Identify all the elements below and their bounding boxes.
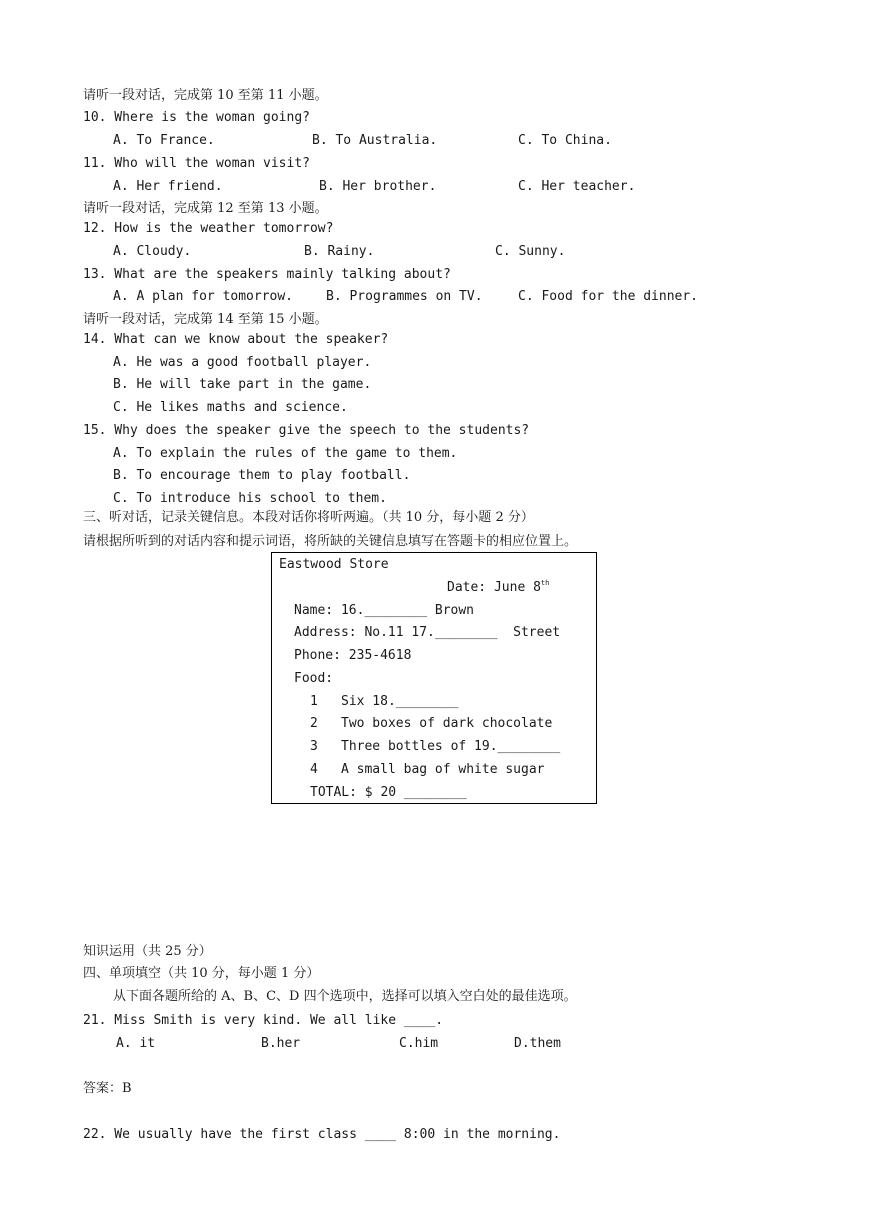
q11-option-b: B. Her brother.: [319, 179, 437, 194]
q10-option-b: B. To Australia.: [312, 133, 438, 148]
form-item-num: 2: [310, 716, 318, 731]
q10-option-a: A. To France.: [113, 133, 215, 148]
q21-stem: 21. Miss Smith is very kind. We all like ____.: [83, 1013, 444, 1028]
q11-option-c: C. Her teacher.: [518, 179, 636, 194]
form-item-text: Three bottles of 19.________: [341, 739, 561, 754]
section3-instruction: 请根据所听到的对话内容和提示词语，将所缺的关键信息填写在答题卡的相应位置上。: [83, 534, 578, 549]
q15-option-a: A. To explain the rules of the game to them.: [113, 446, 458, 461]
form-item-text: Two boxes of dark chocolate: [341, 716, 553, 731]
form-item-num: 4: [310, 762, 318, 777]
form-date-suffix: th: [540, 579, 550, 587]
q14-stem: 14. What can we know about the speaker?: [83, 332, 389, 347]
form-date-label: Date: June 8: [447, 580, 541, 595]
intro-14-15: 请听一段对话，完成第 14 至第 15 小题。: [83, 312, 328, 327]
form-address-line: Address: No.11 17.________ Street: [294, 625, 561, 640]
q10-stem: 10. Where is the woman going?: [83, 110, 310, 125]
q21-option-c: C.him: [399, 1036, 439, 1051]
q15-option-c: C. To introduce his school to them.: [113, 491, 387, 506]
form-phone-line: Phone: 235-4618: [294, 648, 412, 663]
knowledge-heading: 知识运用（共 25 分）: [83, 944, 212, 959]
q10-option-c: C. To China.: [518, 133, 612, 148]
q12-option-b: B. Rainy.: [304, 244, 375, 259]
q15-stem: 15. Why does the speaker give the speech to the students?: [83, 423, 530, 438]
q12-option-c: C. Sunny.: [495, 244, 566, 259]
q14-option-b: B. He will take part in the game.: [113, 377, 372, 392]
form-name-line: Name: 16.________ Brown: [294, 603, 475, 618]
form-item-text: Six 18.________: [341, 694, 459, 709]
q13-option-a: A. A plan for tomorrow.: [113, 289, 294, 304]
q11-option-a: A. Her friend.: [113, 179, 223, 194]
q14-option-c: C. He likes maths and science.: [113, 400, 348, 415]
form-item-text: A small bag of white sugar: [341, 762, 545, 777]
q13-option-c: C. Food for the dinner.: [518, 289, 699, 304]
q15-option-b: B. To encourage them to play football.: [113, 468, 411, 483]
q13-stem: 13. What are the speakers mainly talking about?: [83, 267, 451, 282]
q21-option-b: B.her: [261, 1036, 301, 1051]
section4-instruction: 从下面各题所给的 A、B、C、D 四个选项中，选择可以填入空白处的最佳选项。: [113, 989, 577, 1004]
q21-option-d: D.them: [514, 1036, 561, 1051]
section4-heading: 四、单项填空（共 10 分，每小题 1 分）: [83, 966, 320, 981]
form-total-line: TOTAL: $ 20 ________: [310, 785, 467, 800]
form-food-label: Food:: [294, 671, 334, 686]
q13-option-b: B. Programmes on TV.: [326, 289, 483, 304]
q12-option-a: A. Cloudy.: [113, 244, 192, 259]
answer-text: 答案：B: [83, 1081, 132, 1096]
form-date: [447, 580, 549, 596]
q22-stem: 22. We usually have the first class ____ 8:00 in the morning.: [83, 1127, 561, 1142]
form-store-name: Eastwood Store: [279, 557, 389, 572]
q14-option-a: A. He was a good football player.: [113, 355, 372, 370]
form-item-num: 1: [310, 694, 318, 709]
q12-stem: 12. How is the weather tomorrow?: [83, 221, 334, 236]
section3-heading: 三、听对话，记录关键信息。本段对话你将听两遍。（共 10 分，每小题 2 分）: [83, 510, 534, 525]
form-item-num: 3: [310, 739, 318, 754]
q11-stem: 11. Who will the woman visit?: [83, 156, 310, 171]
intro-10-11: 请听一段对话，完成第 10 至第 11 小题。: [83, 88, 328, 103]
intro-12-13: 请听一段对话，完成第 12 至第 13 小题。: [83, 201, 328, 216]
q21-option-a: A. it: [116, 1036, 156, 1051]
